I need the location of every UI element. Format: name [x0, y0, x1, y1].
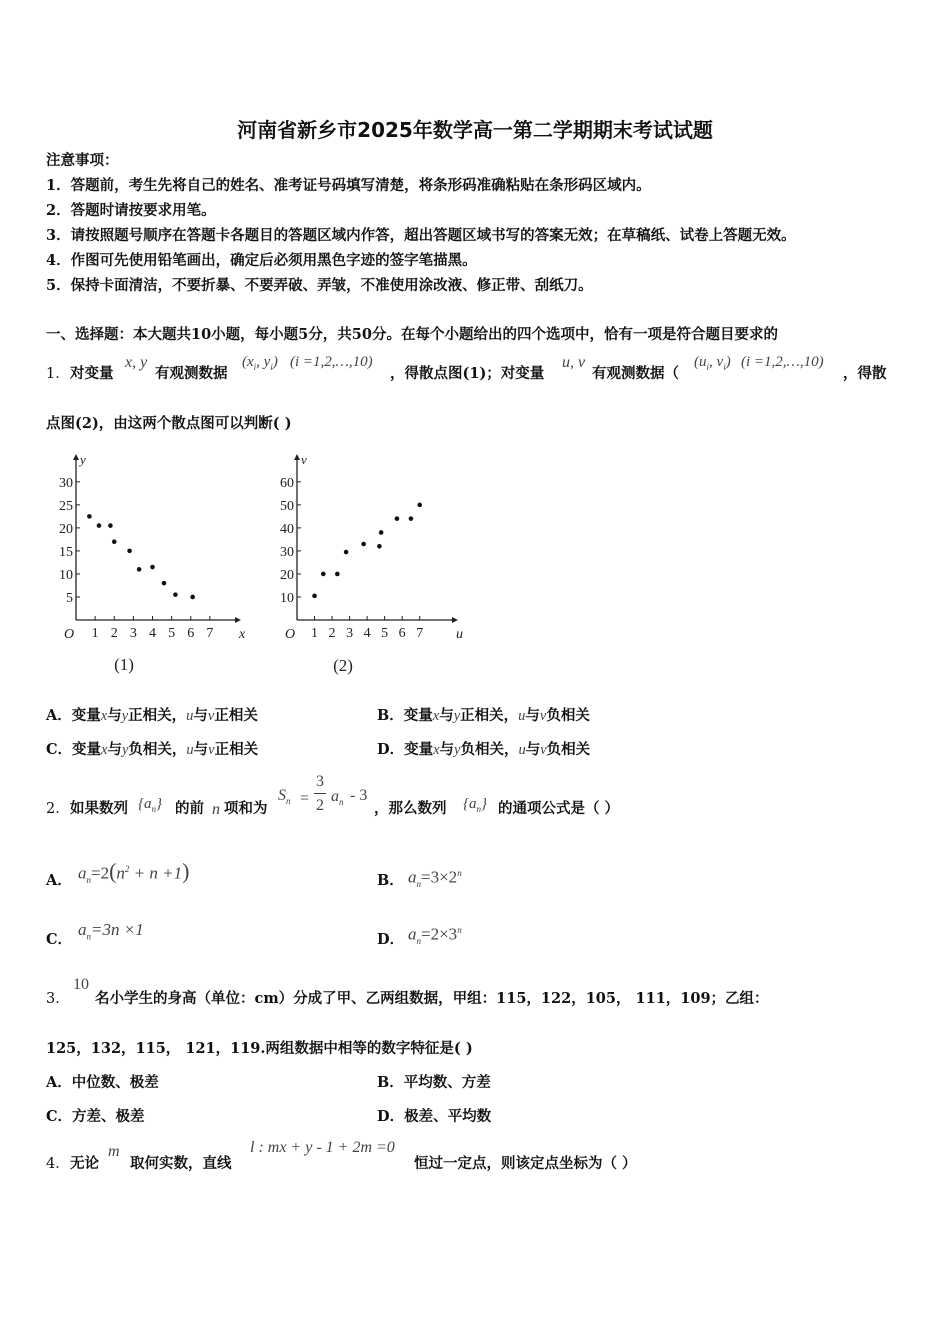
q2-an: $a_n$	[331, 788, 344, 808]
notice-item: 5．保持卡面清洁，不要折暴、不要弄破、弄皱，不准使用涂改液、修正带、刮纸刀。	[46, 277, 593, 294]
q3-number: 3．	[46, 991, 70, 1007]
q2-fraction-denominator: 2	[316, 797, 324, 814]
scatter-plot-2	[260, 448, 470, 680]
q3-option-d: D．极差、平均数	[377, 1108, 492, 1125]
q2-option-b-letter: B．	[377, 872, 404, 889]
x-axis-arrow	[452, 617, 458, 623]
data-point	[335, 572, 340, 577]
x-axis-label: u	[456, 627, 463, 642]
x-tick-label: 3	[129, 626, 137, 641]
y-tick-label: 5	[66, 590, 73, 606]
data-point	[127, 549, 132, 554]
q1-text: 对变量	[70, 365, 114, 382]
q4-line-equation: l : mx + y - 1 + 2m =0	[250, 1139, 395, 1156]
scatter-plot-1	[46, 448, 251, 680]
q1-data-xy: ($x_i$, $y_i$)	[242, 354, 278, 372]
q2-text: 项和为	[224, 800, 268, 817]
data-point	[417, 503, 422, 508]
data-point	[377, 544, 382, 549]
q2-sequence: $\{a_n\}$	[138, 796, 162, 814]
q4-text: 恒过一定点，则该定点坐标为（ ）	[414, 1155, 637, 1172]
data-point	[312, 594, 317, 599]
q2-option-c-letter: C．	[46, 931, 73, 948]
notice-item: 3．请按照题号顺序在答题卡各题目的答题区域内作答，超出答题区域书写的答案无效；在草稿纸、试卷上答题无效。	[46, 227, 796, 244]
notice-item: 1．答题前，考生先将自己的姓名、准考证号码填写清楚，将条形码准确粘贴在条形码区域内。	[46, 177, 651, 194]
q1-option-b: B．变量x与y正相关，u与v负相关	[377, 707, 590, 724]
q2-n: n	[212, 801, 220, 818]
y-tick-label: 60	[280, 475, 294, 491]
data-point	[97, 523, 102, 528]
q2-text: 的通项公式是（ ）	[498, 800, 620, 817]
y-tick-label: 50	[280, 498, 294, 514]
data-point	[173, 592, 178, 597]
q2-option-d-letter: D．	[377, 931, 405, 948]
page-title: 河南省新乡市2025年数学高一第二学期期末考试试题	[237, 118, 713, 142]
q1-text: 有观测数据	[155, 365, 228, 382]
q3-text: 名小学生的身高（单位：cm）分成了甲、乙两组数据，甲组：115，122，105， 111，109；乙组：	[95, 990, 769, 1007]
data-point	[379, 530, 384, 535]
q1-data-uv: ($u_i$, $v_i$)	[694, 354, 731, 372]
q4-number: 4．	[46, 1156, 70, 1172]
q1-var-uv: u, v	[562, 354, 586, 371]
fraction-bar	[314, 793, 326, 794]
data-point	[87, 514, 92, 519]
q2-option-c-formula: $a_n=3n \times 1$	[78, 920, 144, 942]
q2-option-d-formula: $a_n=2\times 3^n$	[408, 924, 462, 947]
q1-option-c: C．变量x与y负相关，u与v正相关	[46, 741, 259, 758]
q2-number: 2．	[46, 801, 70, 817]
x-tick-label: 4	[149, 626, 156, 641]
data-point	[344, 550, 349, 555]
x-tick-label: 7	[206, 626, 214, 641]
x-tick-label: 5	[168, 626, 176, 641]
x-tick-label: 2	[328, 626, 336, 641]
y-tick-label: 25	[59, 498, 73, 514]
q1-text: ，得散	[843, 365, 887, 382]
y-tick-label: 20	[59, 521, 73, 537]
q2-option-a-formula: $a_n=2(n^2 + n +1)$	[78, 858, 190, 886]
y-axis-arrow	[73, 454, 79, 460]
chart-caption: (2)	[333, 656, 353, 675]
x-tick-label: 1	[91, 626, 99, 641]
q2-sum-formula: $S_n$	[278, 787, 291, 807]
data-point	[321, 572, 326, 577]
x-tick-label: 2	[110, 626, 118, 641]
y-tick-label: 10	[59, 567, 73, 583]
q1-text-line2: 点图(2)，由这两个散点图可以判断( )	[46, 415, 292, 432]
q1-text: 有观测数据（	[592, 365, 679, 382]
section-heading: 一、选择题：本大题共10小题，每小题5分，共50分。在每个小题给出的四个选项中，恰有一项是符合题目要求的	[46, 326, 778, 343]
q3-option-c: C．方差、极差	[46, 1108, 145, 1125]
q4-m: m	[108, 1143, 120, 1160]
q2-option-a-letter: A．	[46, 872, 72, 889]
data-point	[162, 581, 167, 586]
data-point	[361, 542, 366, 547]
notice-item: 2．答题时请按要求用笔。	[46, 202, 216, 219]
data-point	[190, 595, 195, 600]
y-tick-label: 10	[280, 590, 294, 606]
q2-text: 如果数列	[70, 800, 128, 817]
q2-text: 的前	[175, 800, 204, 817]
x-tick-label: 7	[416, 626, 424, 641]
q3-option-a: A．中位数、极差	[46, 1074, 159, 1091]
q2-minus-three: - 3	[350, 787, 368, 804]
data-point	[409, 516, 414, 521]
origin-label: O	[64, 627, 75, 642]
notice-item: 4．作图可先使用铅笔画出，确定后必须用黑色字迹的签字笔描黑。	[46, 252, 477, 269]
q4-text: 无论	[70, 1155, 99, 1172]
x-axis-arrow	[235, 617, 241, 623]
y-tick-label: 15	[59, 544, 73, 560]
q1-number: 1．	[46, 366, 70, 382]
q1-var-xy: x, y	[125, 354, 148, 371]
q1-text: ，得散点图(1)；对变量	[390, 365, 545, 382]
x-tick-label: 1	[311, 626, 319, 641]
x-tick-label: 6	[398, 626, 406, 641]
q3-count: 10	[73, 976, 89, 993]
q2-equals: =	[300, 790, 310, 807]
data-point	[112, 539, 117, 544]
q2-text: ，那么数列	[374, 800, 447, 817]
x-axis-label: x	[239, 627, 246, 642]
q2-option-b-formula: $a_n=3\times 2^n$	[408, 867, 462, 890]
x-tick-label: 5	[381, 626, 389, 641]
data-point	[395, 516, 400, 521]
y-tick-label: 30	[59, 475, 73, 491]
data-point	[108, 523, 113, 528]
data-point	[137, 567, 142, 572]
notice-heading: 注意事项：	[46, 152, 119, 169]
q3-text-line2: 125，132，115， 121，119.两组数据中相等的数字特征是( )	[46, 1040, 473, 1057]
q1-option-d: D．变量x与y负相关，u与v负相关	[377, 741, 591, 758]
q2-fraction-numerator: 3	[316, 773, 324, 790]
q3-option-b: B．平均数、方差	[377, 1074, 491, 1091]
q1-option-a: A．变量x与y正相关，u与v正相关	[46, 707, 258, 724]
x-tick-label: 3	[346, 626, 354, 641]
q1-index-range: (i =1,2,…,10)	[741, 354, 824, 370]
x-tick-label: 6	[187, 626, 195, 641]
data-point	[150, 565, 155, 570]
x-tick-label: 4	[363, 626, 371, 641]
chart-caption: (1)	[114, 655, 134, 674]
y-tick-label: 20	[280, 567, 294, 583]
y-axis-arrow	[294, 454, 300, 460]
y-tick-label: 30	[280, 544, 294, 560]
q2-sequence: $\{a_n\}$	[463, 796, 487, 814]
y-axis-label: v	[301, 452, 307, 467]
q1-index-range: (i =1,2,…,10)	[290, 354, 373, 370]
y-axis-label: y	[80, 452, 86, 467]
y-tick-label: 40	[280, 521, 294, 537]
q4-text: 取何实数，直线	[130, 1155, 232, 1172]
origin-label: O	[285, 627, 296, 642]
